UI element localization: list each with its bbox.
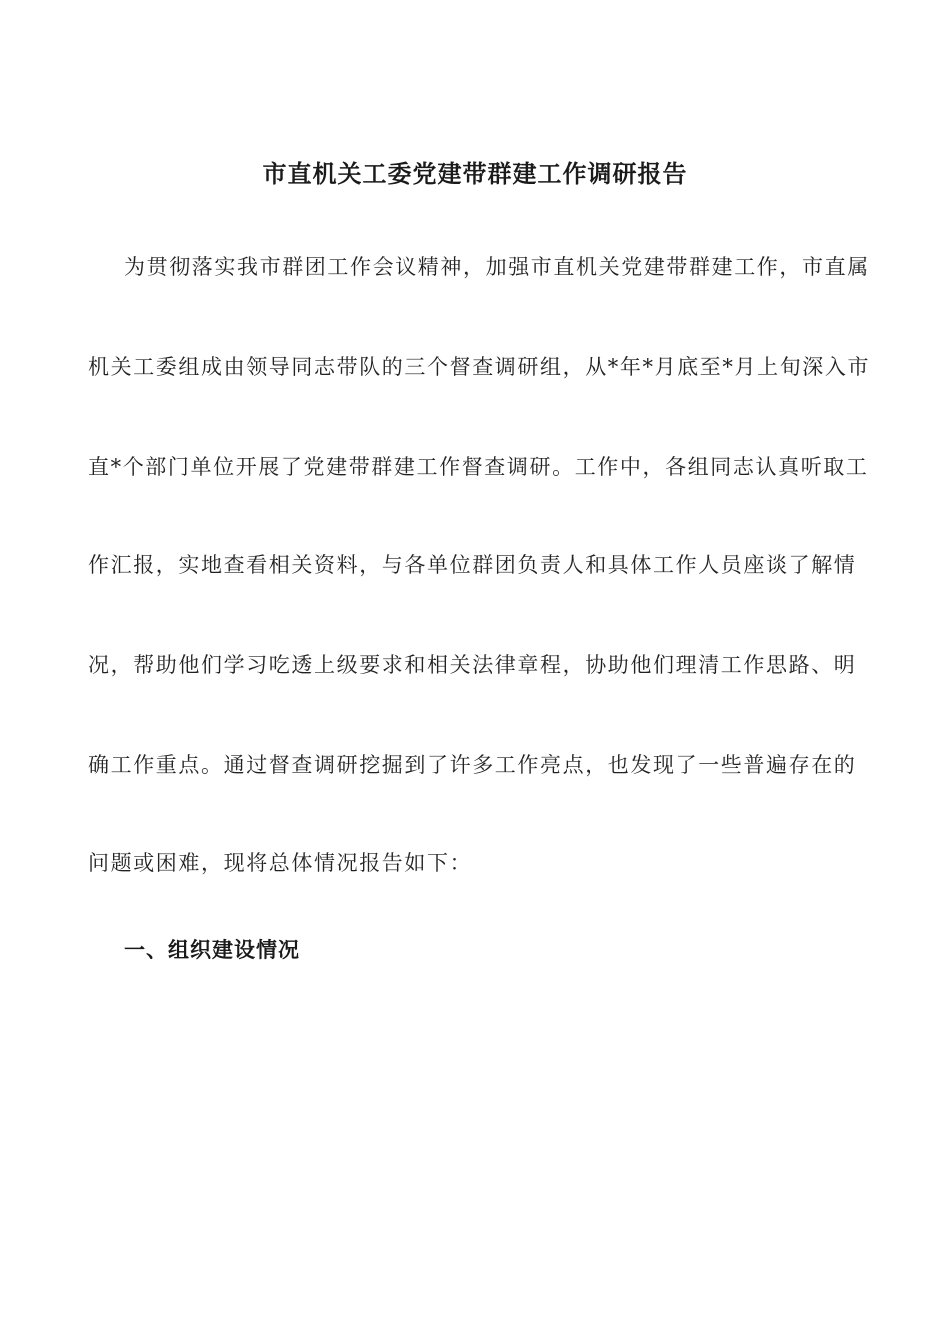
paragraph-line: 问题或困难，现将总体情况报告如下： — [88, 851, 473, 875]
document-title: 市直机关工委党建带群建工作调研报告 — [262, 159, 688, 188]
paragraph-line: 确工作重点。通过督查调研挖掘到了许多工作亮点，也发现了一些普遍存在的 — [88, 753, 857, 777]
section-heading: 一、组织建设情况 — [124, 937, 300, 962]
paragraph-line: 为贯彻落实我市群团工作会议精神，加强市直机关党建带群建工作，市直属 — [124, 255, 870, 279]
paragraph-line: 直*个部门单位开展了党建带群建工作督查调研。工作中，各组同志认真听取工 — [88, 455, 869, 479]
paragraph-line: 机关工委组成由领导同志带队的三个督查调研组，从*年*月底至*月上旬深入市 — [88, 355, 871, 379]
paragraph-line: 况，帮助他们学习吃透上级要求和相关法律章程，协助他们理清工作思路、明 — [88, 653, 857, 677]
paragraph-line: 作汇报，实地查看相关资料，与各单位群团负责人和具体工作人员座谈了解情 — [88, 553, 857, 577]
